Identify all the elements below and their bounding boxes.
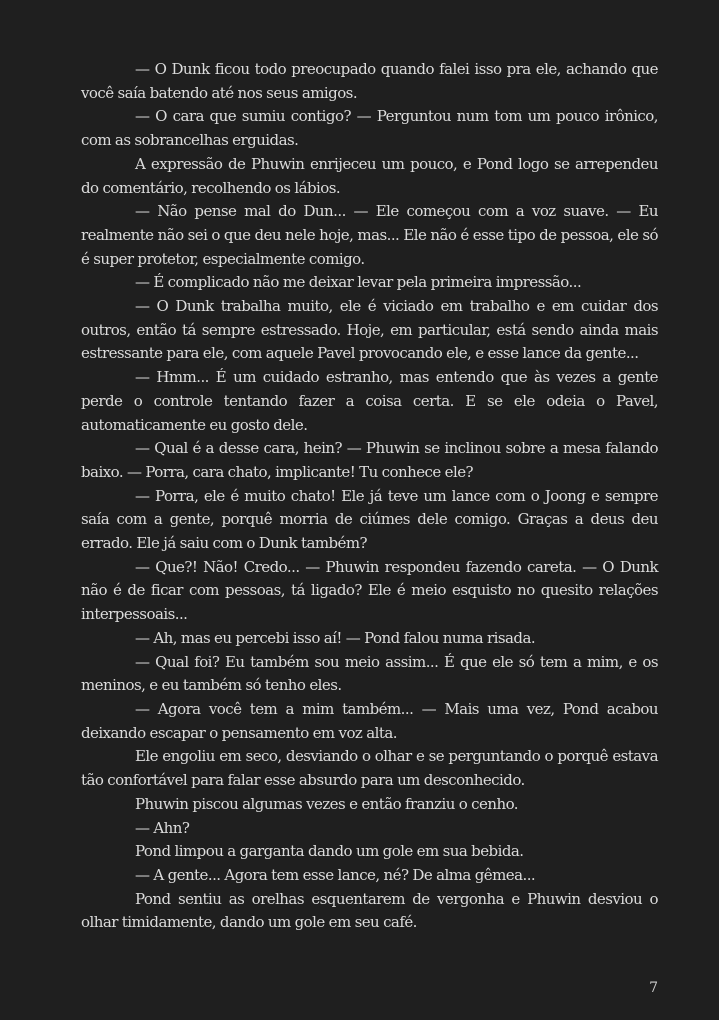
paragraph: Pond limpou a garganta dando um gole em sua bebida. [135, 842, 524, 861]
paragraph: Pond sentiu as orelhas esquentarem de vergonha e Phuwin desviou o olhar timidamente, dando um gole em seu café. [81, 889, 658, 932]
paragraph: A expressão de Phuwin enrijeceu um pouco, e Pond logo se arrependeu do comentário, recolhendo os lábios. [81, 154, 658, 197]
paragraph: — Ahn? [135, 818, 190, 837]
paragraph: — Que?! Não! Credo... — Phuwin respondeu fazendo careta. — O Dunk não é de ficar com pessoas, tá ligado? Ele é meio esquisto no quesito relações interpessoais... [81, 557, 658, 624]
body-text [81, 58, 658, 935]
paragraph: — O Dunk trabalha muito, ele é viciado em trabalho e em cuidar dos outros, então tá sempre estressado. Hoje, em particular, está sendo ainda mais estressante para ele, com aquele Pavel provocando ele, e esse lance da gente... [81, 297, 658, 363]
paragraph: — É complicado não me deixar levar pela primeira impressão... [135, 273, 582, 292]
paragraph: Ele engoliu em seco, desviando o olhar e se perguntando o porquê estava tão confortável para falar esse absurdo para um desconhecido. [81, 747, 658, 790]
paragraph: — Qual é a desse cara, hein? — Phuwin se inclinou sobre a mesa falando baixo. — Porra, cara chato, implicante! Tu conhece ele? [81, 439, 658, 481]
page-number: 7 [649, 980, 658, 996]
paragraph: — Não pense mal do Dun... — Ele começou com a voz suave. — Eu realmente não sei o que deu nele hoje, mas... Ele não é esse tipo de pessoa, ele só é super protetor, especialmente comigo. [81, 202, 658, 268]
paragraph: — Qual foi? Eu também sou meio assim... É que ele só tem a mim, e os meninos, e eu também só tenho eles. [81, 652, 658, 695]
paragraph: — Hmm... É um cuidado estranho, mas entendo que às vezes a gente perde o controle tentando fazer a coisa certa. E se ele odeia o Pavel, automaticamente eu gosto dele. [81, 368, 658, 434]
paragraph: Phuwin piscou algumas vezes e então franziu o cenho. [135, 794, 519, 813]
paragraph: — O Dunk ficou todo preocupado quando falei isso pra ele, achando que você saía batendo até nos seus amigos. [81, 60, 658, 102]
paragraph: — Ah, mas eu percebi isso aí! — Pond falou numa risada. [135, 628, 536, 647]
paragraph: — A gente... Agora tem esse lance, né? De alma gêmea... [135, 865, 536, 884]
paragraph: — Agora você tem a mim também... — Mais uma vez, Pond acabou deixando escapar o pensamento em voz alta. [81, 699, 658, 742]
paragraph: — O cara que sumiu contigo? — Perguntou num tom um pouco irônico, com as sobrancelhas erguidas. [81, 107, 658, 150]
paragraph: — Porra, ele é muito chato! Ele já teve um lance com o Joong e sempre saía com a gente, porquê morria de ciúmes dele comigo. Graças a deus deu errado. Ele já saiu com o Dunk também? [81, 486, 658, 553]
